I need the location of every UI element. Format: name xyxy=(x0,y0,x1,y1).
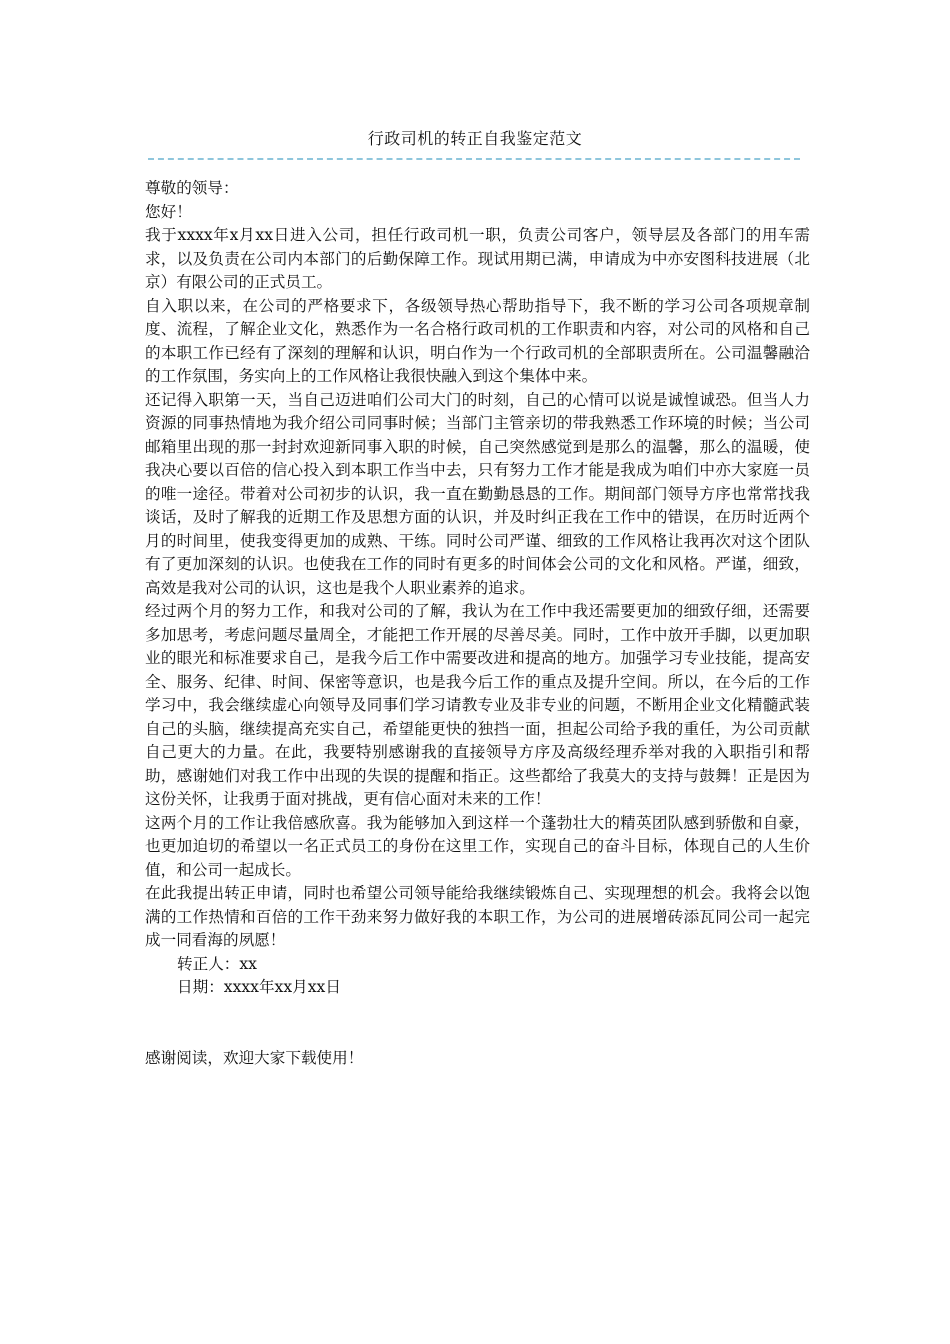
document-body xyxy=(145,177,810,1070)
body-paragraph: 我于xxxx年x月xx日进入公司，担任行政司机一职，负责公司客户，领导层及各部门的用车需求，以及负责在公司内本部门的后勤保障工作。现试用期已满，申请成为中亦安图科技进展（北京）有限公司的正式员工。 xyxy=(145,226,810,291)
closing-note: 感谢阅读，欢迎大家下载使用！ xyxy=(145,1048,364,1067)
signature-date: 日期：xxxx年xx月xx日 xyxy=(177,978,341,996)
body-paragraph: 自入职以来，在公司的严格要求下，各级领导热心帮助指导下，我不断的学习公司各项规章制度、流程，了解企业文化，熟悉作为一名合格行政司机的工作职责和内容，对公司的风格和自己的本职工作已经有了深刻的理解和认识，明白作为一个行政司机的全部职责所在。公司温馨融洽的工作氛围，务实向上的工作风格让我很快融入到这个集体中来。 xyxy=(145,296,810,385)
document-title: 行政司机的转正自我鉴定范文 xyxy=(367,129,583,148)
body-paragraph: 还记得入职第一天，当自己迈进咱们公司大门的时刻，自己的心情可以说是诚惶诚恐。但当人力资源的同事热情地为我介绍公司同事时候；当部门主管亲切的带我熟悉工作环境的时候；当公司邮箱里出现的那一封封欢迎新同事入职的时候，自己突然感觉到是那么的温馨，那么的温暖，使我决心要以百倍的信心投入到本职工作当中去，只有努力工作才能是我成为咱们中亦大家庭一员的唯一途径。带着对公司初步的认识，我一直在勤勤恳恳的工作。期间部门领导方序也常常找我谈话，及时了解我的近期工作及思想方面的认识，并及时纠正我在工作中的错误，在历时近两个月的时间里，使我变得更加的成熟、干练。同时公司严谨、细致的工作风格让我再次对这个团队有了更加深刻的认识。也使我在工作的同时有更多的时间体会公司的文化和风格。严谨，细致，高效是我对公司的认识，这也是我个人职业素养的追求。 xyxy=(145,390,810,597)
signature-applicant: 转正人：xx xyxy=(177,954,257,973)
body-paragraph: 在此我提出转正申请，同时也希望公司领导能给我继续锻炼自己、实现理想的机会。我将会以饱满的工作热情和百倍的工作干劲来努力做好我的本职工作，为公司的进展增砖添瓦同公司一起完成一同看海的夙愿！ xyxy=(145,884,810,949)
blank-space xyxy=(145,1000,810,1047)
body-paragraph: 经过两个月的努力工作，和我对公司的了解，我认为在工作中我还需要更加的细致仔细，还需要多加思考，考虑问题尽量周全，才能把工作开展的尽善尽美。同时，工作中放开手脚，以更加职业的眼光和标准要求自己，是我今后工作中需要改进和提高的地方。加强学习专业技能，提高安全、服务、纪律、时间、保密等意识，也是我今后工作的重点及提升空间。所以，在今后的工作学习中，我会继续虚心向领导及同事们学习请教专业及非专业的问题，不断用企业文化精髓武装自己的头脑，继续提高充实自己，希望能更快的独挡一面，担起公司给予我的重任，为公司贡献自己更大的力量。在此，我要特别感谢我的直接领导方序及高级经理乔举对我的入职指引和帮助，感谢她们对我工作中出现的失误的提醒和指正。这些都给了我莫大的支持与鼓舞！正是因为这份关怀，让我勇于面对挑战，更有信心面对未来的工作！ xyxy=(145,602,810,808)
greeting: 您好！ xyxy=(145,202,192,221)
body-paragraph: 这两个月的工作让我倍感欣喜。我为能够加入到这样一个蓬勃壮大的精英团队感到骄傲和自豪，也更加迫切的希望以一名正式员工的身份在这里工作，实现自己的奋斗目标，体现自己的人生价值，和公司一起成长。 xyxy=(145,813,810,879)
salutation: 尊敬的领导： xyxy=(145,179,239,197)
title-divider xyxy=(148,158,800,160)
